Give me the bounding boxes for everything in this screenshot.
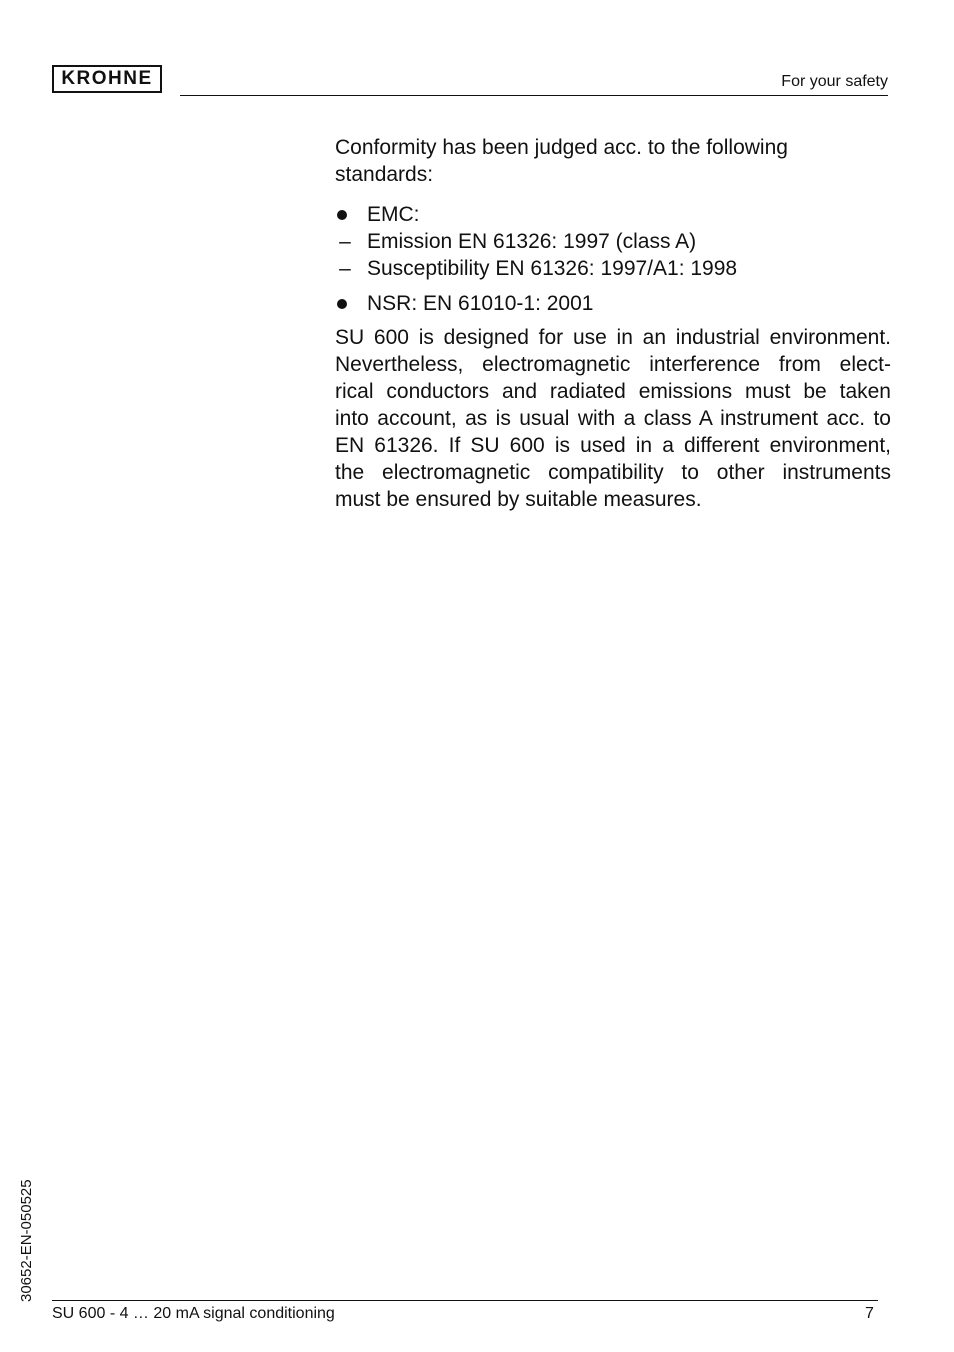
logo-text: KROHNE xyxy=(61,68,153,89)
body-line: Nevertheless, electromagnetic interference from elect- xyxy=(335,353,891,376)
bullet-item xyxy=(335,201,891,228)
bullet-nsr xyxy=(335,290,891,317)
bullet-item xyxy=(335,290,891,317)
bullet-dot-icon xyxy=(337,210,347,220)
body-line: into account, as is usual with a class A instrument acc. to xyxy=(335,407,891,430)
body-line: rical conductors and radiated emissions must be taken xyxy=(335,380,891,403)
section-title: For your safety xyxy=(781,73,888,90)
sub-item-emission xyxy=(335,228,891,255)
page-number: 7 xyxy=(865,1305,874,1322)
body-line: must be ensured by suitable measures. xyxy=(335,488,702,511)
body-line: SU 600 is designed for use in an industrial environment. xyxy=(335,326,891,349)
sub-item-text: Susceptibility EN 61326: 1997/A1: 1998 xyxy=(367,257,738,280)
dash-icon: – xyxy=(339,257,351,280)
sub-item-text: Emission EN 61326: 1997 (class A) xyxy=(367,230,697,253)
bullet-label: NSR: EN 61010-1: 2001 xyxy=(367,292,594,315)
bullet-label: EMC: xyxy=(367,203,420,226)
sub-item-susceptibility xyxy=(335,255,891,282)
footer-title: SU 600 - 4 … 20 mA signal conditioning xyxy=(52,1305,335,1322)
body-paragraph xyxy=(335,324,891,513)
dash-icon: – xyxy=(339,230,351,253)
intro-paragraph: Conformity has been judged acc. to the following standards: xyxy=(335,136,788,186)
header-divider xyxy=(180,95,888,96)
body-line: the electromagnetic compatibility to other instruments xyxy=(335,461,891,484)
main-content xyxy=(335,134,891,513)
document-code: 30652-EN-050525 xyxy=(18,1179,35,1302)
bullet-dot-icon xyxy=(337,299,347,309)
body-line: EN 61326. If SU 600 is used in a different environment, xyxy=(335,434,891,457)
bullet-emc xyxy=(335,201,891,282)
krohne-logo xyxy=(52,65,162,93)
footer-divider xyxy=(52,1300,878,1301)
